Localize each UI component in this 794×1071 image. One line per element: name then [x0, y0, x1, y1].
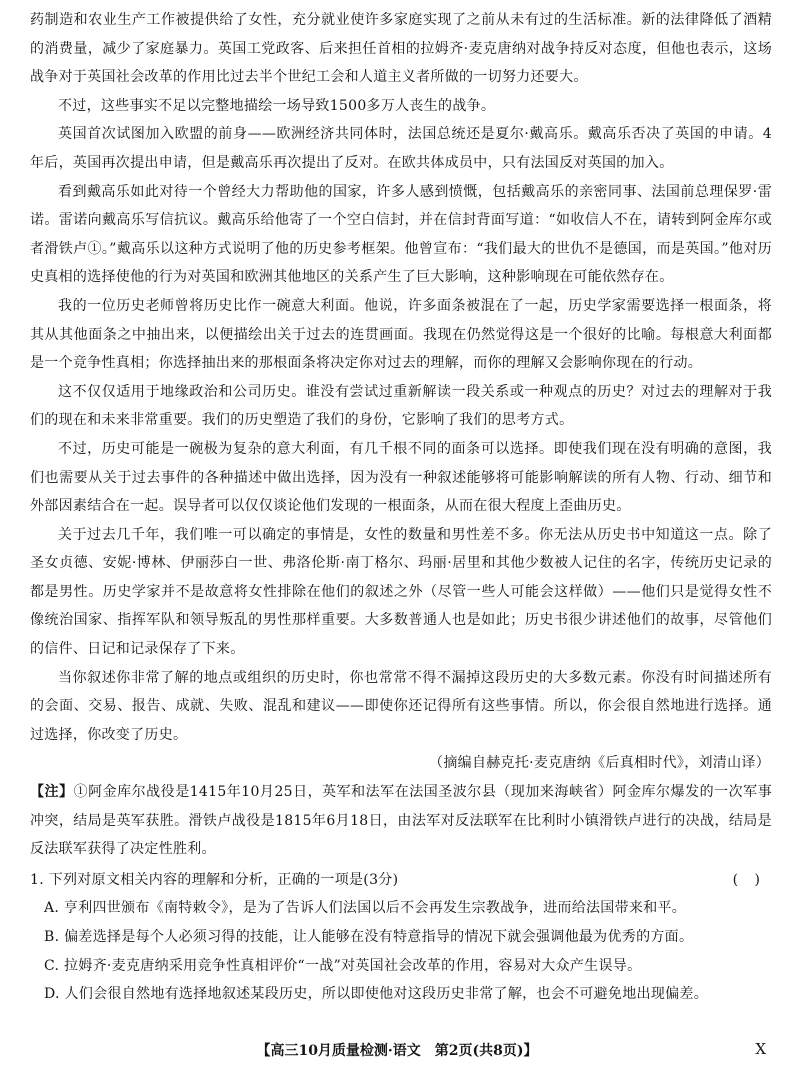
answer-blank: ( )	[732, 871, 766, 888]
passage-paragraph: 看到戴高乐如此对待一个曾经大力帮助他的国家，许多人感到愤慨，包括戴高乐的亲密同事、法国前总理保罗·雷诺。雷诺向戴高乐写信抗议。戴高乐给他寄了一个空白信封，并在信封背面写道：“如收信人不在，请转到阿金库尔或者滑铁卢①。”戴高乐以这种方式说明了他的历史参考框架。他曾宣布：“我们最大的世仇不是德国，而是英国。”他对历史真相的选择使他的行为对英国和欧洲其他地区的关系产生了巨大影响，这种影响现在可能依然存在。	[30, 183, 772, 286]
page-footer	[0, 1040, 794, 1066]
option-c: C. 拉姆齐·麦克唐纳采用竞争性真相评价“一战”对英国社会改革的作用，容易对大众产生误导。	[44, 957, 642, 974]
note-label: 【注】	[30, 784, 74, 801]
option-d: D. 人们会很自然地有选择地叙述某段历史，所以即使他对这段历史非常了解，也会不可避免地出现偏差。	[44, 986, 709, 1003]
reading-passage	[30, 6, 772, 1009]
passage-paragraph: 不过，历史可能是一碗极为复杂的意大利面，有几千根不同的面条可以选择。即使我们现在没有明确的意图，我们也需要从关于过去事件的各种描述中做出选择，因为没有一种叙述能够将可能影响解读的所有人物、行动、细节和外部因素结合在一起。误导者可以仅仅谈论他们发现的一根面条，从而在很大程度上歪曲历史。	[30, 440, 772, 515]
passage-paragraph: 这不仅仅适用于地缘政治和公司历史。谁没有尝试过重新解读一段关系或一种观点的历史？对过去的理解对于我们的现在和未来非常重要。我们的历史塑造了我们的身份，它影响了我们的思考方式。	[30, 383, 772, 429]
passage-paragraph: 不过，这些事实不足以完整地描绘一场导致1500多万人丧生的战争。	[58, 97, 496, 114]
annotation-note	[30, 778, 772, 864]
option-a: A. 亨利四世颁布《南特敕令》，是为了告诉人们法国以后不会再发生宗教战争，进而给法国带来和平。	[44, 900, 687, 917]
passage-paragraph: 我的一位历史老师曾将历史比作一碗意大利面。他说，许多面条被混在了一起，历史学家需要选择一根面条，将其从其他面条之中抽出来，以便描绘出关于过去的连贯画面。我现在仍然觉得这是一个很好的比喻。每根意大利面都是一个竞争性真相；你选择抽出来的那根面条将决定你对过去的理解，而你的理解又会影响你现在的行动。	[30, 297, 772, 372]
option-b: B. 偏差选择是每个人必须习得的技能，让人能够在没有特意指导的情况下就会强调他最为优秀的方面。	[44, 929, 694, 945]
passage-source: （摘编自赫克托·麦克唐纳《后真相时代》，刘清山译）	[429, 755, 770, 772]
note-text: ①阿金库尔战役是1415年10月25日，英军和法军在法国圣波尔县（现加来海峡省）阿金库尔爆发的一次军事冲突，结局是英军获胜。滑铁卢战役是1815年6月18日，由法军对反法联军在比利时小镇滑铁卢进行的决战，结局是反法联军获得了决定性胜利。	[30, 784, 772, 858]
passage-paragraph: 关于过去几千年，我们唯一可以确定的事情是，女性的数量和男性差不多。你无法从历史书中知道这一点。除了圣女贞德、安妮·博林、伊丽莎白一世、弗洛伦斯·南丁格尔、玛丽·居里和其他少数被人记住的名字，传统历史记录的都是男性。历史学家并不是故意将女性排除在他们的叙述之外（尽管一些人可能会这样做）——他们只是觉得女性不像统治国家、指挥军队和领导叛乱的男性那样重要。大多数普通人也是如此；历史书很少讲述他们的故事，尽管他们的信件、日记和记录保存了下来。	[30, 526, 772, 658]
passage-paragraph: 英国首次试图加入欧盟的前身——欧洲经济共同体时，法国总统还是夏尔·戴高乐。戴高乐否决了英国的申请。4年后，英国再次提出申请，但是戴高乐再次提出了反对。在欧共体成员中，只有法国反对英国的加入。	[30, 126, 772, 171]
passage-paragraph: 药制造和农业生产工作被提供给了女性，充分就业使许多家庭实现了之前从未有过的生活标准。新的法律降低了酒精的消费量，减少了家庭暴力。英国工党政客、后来担任首相的拉姆齐·麦克唐纳对战争持反对态度，但他也表示，这场战争对于英国社会改革的作用比过去半个世纪工会和人道主义者所做的一切努力还要大。	[30, 12, 772, 86]
passage-paragraph: 当你叙述你非常了解的地点或组织的历史时，你也常常不得不漏掉这段历史的大多数元素。你没有时间描述所有的会面、交易、报告、成就、失败、混乱和建议——即使你还记得所有这些事情。所以，你会很自然地进行选择。通过选择，你改变了历史。	[30, 669, 772, 743]
footer-page-info: 【高三10月质量检测·语文 第2页(共8页)】	[256, 1043, 538, 1059]
question-stem	[30, 866, 772, 895]
footer-mark: X	[755, 1040, 766, 1058]
question-text: 1. 下列对原文相关内容的理解和分析，正确的一项是(3分)	[30, 871, 399, 888]
